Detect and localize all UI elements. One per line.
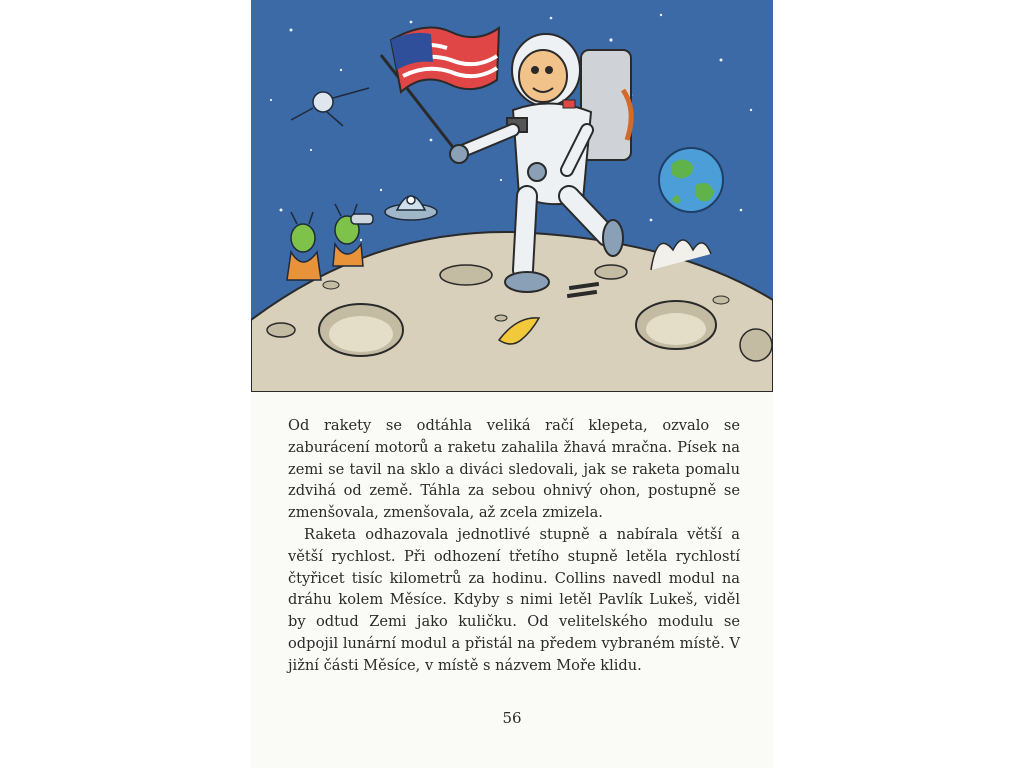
page-number: 56 <box>502 709 522 727</box>
paragraph-1: Od rakety se odtáhla veliká račí klepeta, ozvalo se zaburácení motorů a raketu zahalila žhavá mračna. Písek na zemi se tavil na sklo a diváci sledovali, jak se raketa pomalu zdvihá od země. Táhla za sebou ohnivý ohon, postupně se zmenšovala, zmenšovala, až zcela zmizela. <box>288 417 740 522</box>
astronaut-on-moon-illustration <box>251 0 773 392</box>
earth <box>659 148 723 212</box>
paragraph-2: Raketa odhazovala jednotlivé stupně a nabírala větší a větší rychlost. Při odhození třetího stupně letěla rychlostí čtyřicet tisíc kilometrů za hodinu. Collins navedl modul na dráhu kolem Měsíce. Kdyby s nimi letěl Pavlík Lukeš, viděl by odtud Zemi jako kuličku. Od velitelského modulu se odpojil lunární modul a přistál na předem vybraném místě. V jižní části Měsíce, v místě s názvem Moře klidu. <box>288 525 740 674</box>
book-page <box>251 0 773 768</box>
body-text <box>288 415 740 677</box>
